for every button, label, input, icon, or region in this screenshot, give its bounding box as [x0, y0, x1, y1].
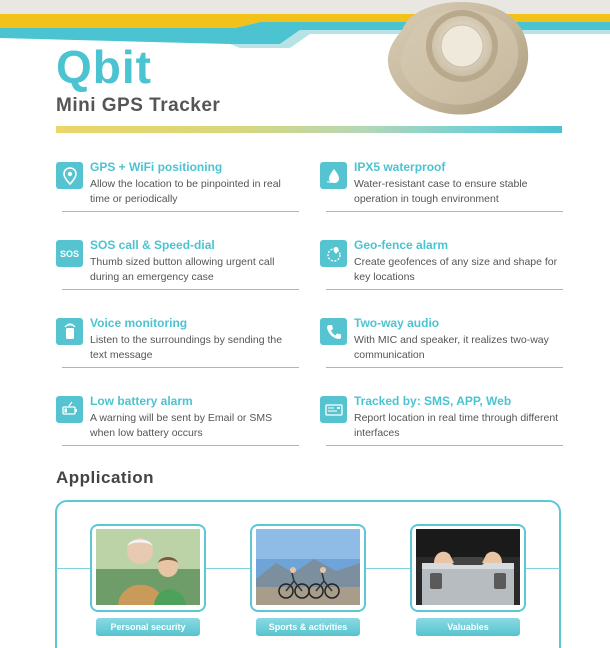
feature-tracked-by: [320, 394, 565, 456]
feature-title: IPX5 waterproof: [354, 160, 446, 174]
brand-name: Qbit: [56, 41, 152, 93]
briefcase-photo: [416, 529, 520, 605]
feature-title: Low battery alarm: [90, 394, 193, 408]
tracking-interfaces-icon: [320, 396, 347, 423]
feature-divider: [62, 445, 299, 446]
water-drop-icon: [320, 162, 347, 189]
feature-divider: [326, 445, 563, 446]
application-heading: Application: [56, 468, 155, 487]
cyclists-photo: [256, 529, 360, 605]
tracker-device-image: [382, 0, 532, 118]
feature-desc: Thumb sized button allowing urgent call during an emergency case: [90, 256, 275, 283]
feature-title: SOS call & Speed-dial: [90, 238, 215, 252]
gradient-divider: [56, 126, 562, 133]
feature-two-way-audio: [320, 316, 565, 378]
feature-title: GPS + WiFi positioning: [90, 160, 223, 174]
product-subtitle: Mini GPS Tracker: [56, 95, 221, 116]
application-label: Valuables: [416, 618, 520, 636]
feature-low-battery: [56, 394, 301, 456]
feature-geofence: [320, 238, 565, 300]
location-pin-icon: [56, 162, 83, 189]
feature-title: Voice monitoring: [90, 316, 188, 330]
feature-desc: Create geofences of any size and shape for key locations: [354, 256, 558, 283]
phone-icon: [320, 318, 347, 345]
feature-desc: Listen to the surroundings by sending the text message: [90, 334, 283, 361]
voice-monitor-icon: [56, 318, 83, 345]
feature-desc: Allow the location to be pinpointed in real time or periodically: [90, 178, 281, 205]
feature-waterproof: [320, 160, 565, 222]
feature-desc: Report location in real time through different interfaces: [354, 412, 559, 439]
feature-divider: [326, 367, 563, 368]
feature-sos: [56, 238, 301, 300]
feature-gps-wifi: [56, 160, 301, 222]
feature-desc: With MIC and speaker, it realizes two-way communication: [354, 334, 549, 361]
feature-title: Tracked by: SMS, APP, Web: [354, 394, 512, 408]
feature-desc: Water-resistant case to ensure stable operation in tough environment: [354, 178, 528, 205]
feature-title: Geo-fence alarm: [354, 238, 449, 252]
application-label: Sports & activities: [256, 618, 360, 636]
feature-divider: [62, 289, 299, 290]
feature-desc: A warning will be sent by Email or SMS when low battery occurs: [90, 412, 273, 439]
feature-voice-monitoring: [56, 316, 301, 378]
feature-title: Two-way audio: [354, 316, 440, 330]
grandfather-and-child-photo: [96, 529, 200, 605]
application-label: Personal security: [96, 618, 200, 636]
sos-icon: SOS: [56, 240, 83, 267]
feature-divider: [62, 211, 299, 212]
geofence-icon: [320, 240, 347, 267]
feature-divider: [62, 367, 299, 368]
feature-divider: [326, 211, 563, 212]
feature-divider: [326, 289, 563, 290]
low-battery-icon: [56, 396, 83, 423]
